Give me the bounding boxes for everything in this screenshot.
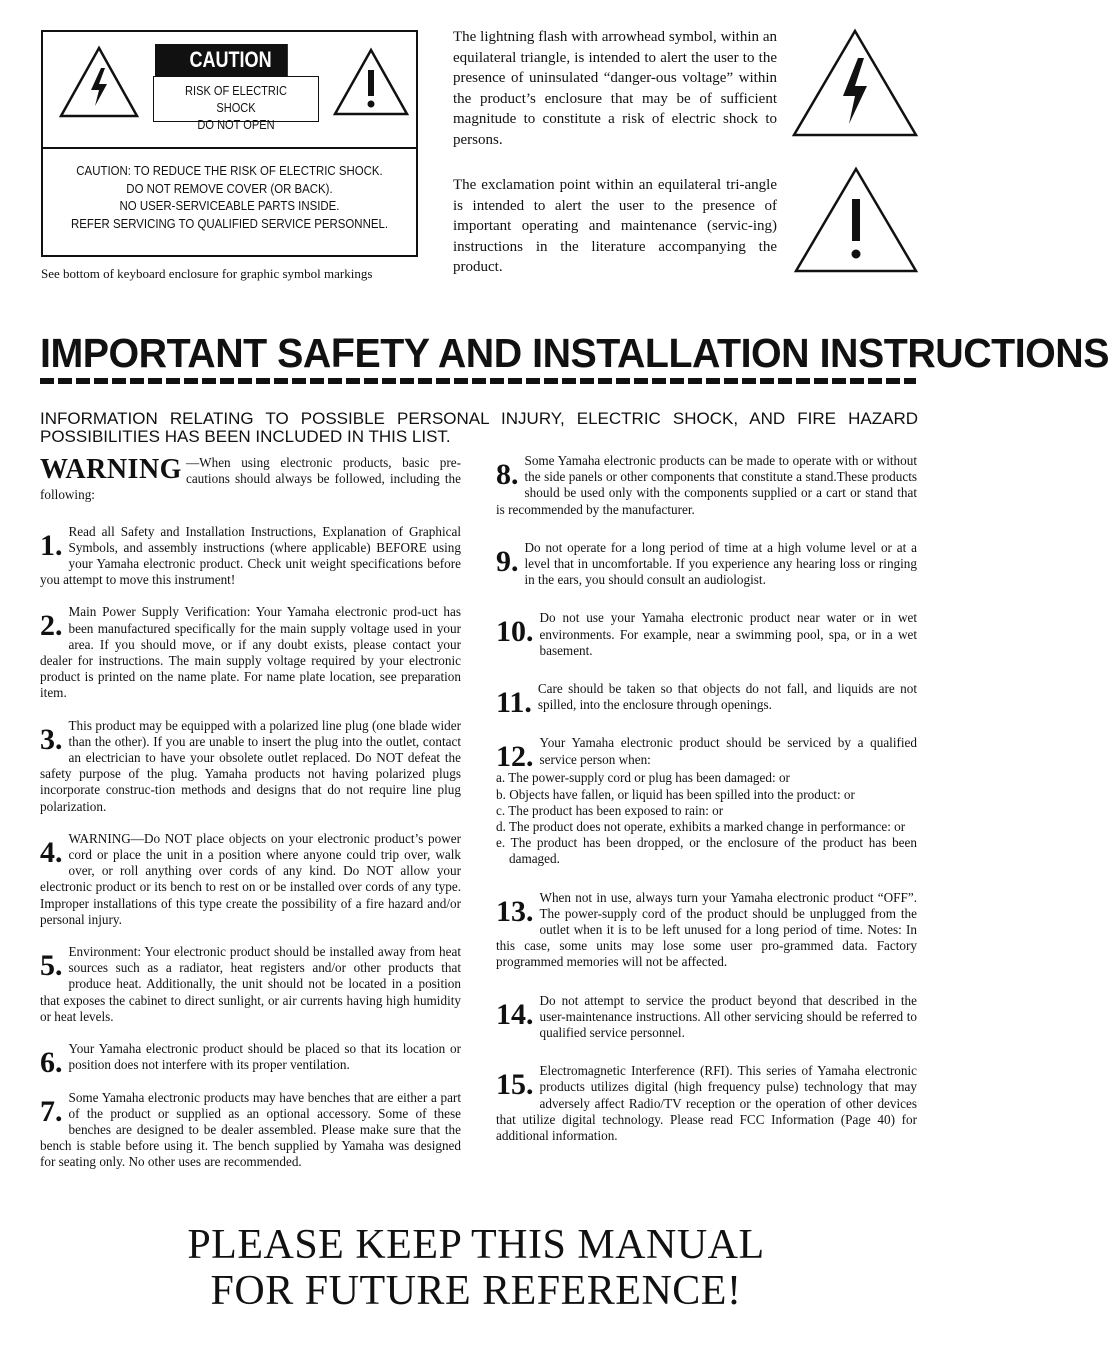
item-text: Environment: Your electronic product should be installed away from heat sources such as a radiator, heat registers and/or other products that produce heat. Additionally, the unit should not be located in a position that exposes the cabinet to direct sunlight, or air currents having high humidity or heat levels.: [40, 944, 461, 1024]
instruction-item: [496, 681, 917, 720]
instruction-item: [496, 735, 917, 867]
instruction-item: [40, 718, 461, 815]
item-text: Some Yamaha electronic products can be made to operate with or without the side panels or other components that constitute a stand.These products should be used only with the components supplied or a cart or stand that is recommended by the manufacturer.: [496, 453, 917, 517]
instruction-item: [40, 1041, 461, 1080]
instruction-item: [40, 831, 461, 928]
item-number: 14.: [496, 997, 534, 1031]
caution-sub-line-1: RISK OF ELECTRIC SHOCK: [185, 83, 287, 115]
instruction-item: [496, 890, 917, 971]
item-number: 3.: [40, 722, 63, 756]
sub-item: a. The power-supply cord or plug has been damaged: or: [496, 770, 790, 786]
lightning-symbol-description: The lightning flash with arrowhead symbol, within an equilateral triangle, is intended to alert the user to the presence of uninsulated “danger-ous voltage” within the product’s enclosure that may be of sufficient magnitude to constitute a risk of electric shock to persons.: [453, 29, 777, 148]
sub-item: c. The product has been exposed to rain: or: [496, 802, 724, 818]
item-number: 1.: [40, 528, 63, 562]
caution-line: NO USER-SERVICEABLE PARTS INSIDE.: [119, 198, 340, 213]
caution-box: [41, 30, 418, 257]
item-text: Electromagnetic Interference (RFI). This series of Yamaha electronic products utilizes digital (high frequency pulse) technology that may adversely affect Radio/TV reception or the operation of other devices that utilize digital technology. Please read FCC Information (Page 40) for additional information.: [496, 1063, 917, 1144]
keep-manual-line-1: PLEASE KEEP THIS MANUAL: [187, 1222, 765, 1268]
item-text: Main Power Supply Verification: Your Yamaha electronic prod-uct has been manufactured specifically for the main supply voltage used in your area. If you should move, or if any doubt exists, please contact your dealer for instructions. The main supply voltage required by your electronic product is printed on the name plate. For name plate location, see preparation item.: [40, 604, 461, 701]
instruction-item: [496, 540, 917, 589]
caution-warning-label: [153, 76, 319, 132]
item-text: Do not use your Yamaha electronic product near water or in wet environments. For example, near a swimming pool, spa, or in a wet basement.: [539, 610, 917, 658]
item-number: 15.: [496, 1068, 534, 1102]
item-number: 12.: [496, 740, 534, 774]
instruction-item: [496, 610, 917, 659]
caution-text: [43, 162, 416, 232]
caution-sub-line-2: DO NOT OPEN: [197, 117, 275, 132]
symbol-marking-note: See bottom of keyboard enclosure for graphic symbol markings: [41, 266, 373, 281]
exclamation-symbol-description: The exclamation point within an equilateral tri-angle is intended to alert the user to the presence of important operating and maintenance (servic-ing) instructions in the literature accompanying the product.: [453, 177, 777, 275]
instruction-item: [40, 944, 461, 1025]
item-text: Do not operate for a long period of time at a high volume level or at a level that in uncomfortable. If you experience any hearing loss or ringing in the ears, you should consult an audiologist.: [524, 539, 917, 588]
instructions-left-column: [40, 455, 461, 1171]
title-dashed-rule: [40, 378, 916, 384]
item-number: 7.: [40, 1094, 63, 1128]
exclamation-triangle-icon: [793, 166, 919, 274]
exclamation-triangle-icon: [331, 46, 411, 118]
keep-manual-notice: [0, 1222, 954, 1314]
item-text: Read all Safety and Installation Instructions, Explanation of Graphical Symbols, and assembly instructions (where applicable) BEFORE using your Yamaha electronic product. Check unit weight specifications before you attempt to move this instrument!: [40, 523, 461, 588]
item-number: 10.: [496, 615, 534, 649]
instruction-item: [40, 604, 461, 701]
caution-banner: CAUTION: [155, 44, 288, 76]
item-text: Some Yamaha electronic products may have benches that are either a part of the product or supplied as an optional accessory. Some of these benches are designed to be dealer assembled. Please make sure that the bench is stable before using it. The bench supplied by Yamaha was designed for seating only. No other uses are recommended.: [40, 1089, 461, 1170]
item-number: 5.: [40, 949, 63, 983]
item-text: WARNING—Do NOT place objects on your electronic product’s power cord or place the unit in a position where anyone could trip over, walk over, or roll anything over cords of any kind. Do NOT allow your electronic product or its bench to rest on or be installed over cords of any type. Improper installations of this type create the possibility of a fire hazard and/or personal injury.: [40, 830, 461, 927]
warning-heading: WARNING: [40, 454, 182, 485]
instruction-item: [40, 524, 461, 589]
page-title: IMPORTANT SAFETY AND INSTALLATION INSTRUCTIONS: [40, 330, 1109, 376]
keep-manual-line-2: FOR FUTURE REFERENCE!: [210, 1268, 742, 1314]
item-text: When not in use, always turn your Yamaha electronic product “OFF”. The power-supply cord of the product should be unplugged from the outlet when it is to be left unused for a long period of time. Notes: In this case, some units may lose some user pro-grammed data. Factory programmed memories will not be affected.: [496, 889, 917, 970]
warning-paragraph: [40, 455, 461, 504]
item-number: 13.: [496, 894, 534, 928]
intro-statement: INFORMATION RELATING TO POSSIBLE PERSONAL INJURY, ELECTRIC SHOCK, AND FIRE HAZARD POSSIBILITIES HAS BEEN INCLUDED IN THIS LIST.: [40, 409, 918, 446]
item-text: Care should be taken so that objects do not fall, and liquids are not spilled, into the enclosure through openings.: [537, 681, 917, 713]
item-text: This product may be equipped with a polarized line plug (one blade wider than the other). If you are unable to insert the plug into the outlet, contact an electrician to have your obsolete outlet replaced. Do NOT defeat the safety purpose of the plug. Yamaha products not having polarized plugs incorporate construc-tion methods and designs that do not require line plug polarization.: [40, 717, 461, 814]
item-number: 6.: [40, 1046, 63, 1080]
caution-line: CAUTION: TO REDUCE THE RISK OF ELECTRIC SHOCK.: [76, 163, 383, 178]
sub-item: d. The product does not operate, exhibits a marked change in performance: or: [496, 819, 906, 835]
item-text: Do not attempt to service the product beyond that described in the user-maintenance instructions. All other servicing should be referred to qualified service personnel.: [539, 992, 917, 1041]
instruction-item: [496, 1063, 917, 1144]
item-text: Your Yamaha electronic product should be placed so that its location or position does not interfere with its proper ventilation.: [68, 1041, 461, 1073]
caution-divider: [43, 147, 416, 149]
item-number: 4.: [40, 835, 63, 869]
item-number: 2.: [40, 609, 63, 643]
sub-item: e. The product has been dropped, or the enclosure of the product has been damaged.: [496, 835, 917, 867]
instruction-item: [40, 1090, 461, 1171]
warning-text: —When using electronic products, basic pre-cautions should always be followed, including the following:: [40, 455, 461, 503]
instruction-item: [496, 453, 917, 518]
lightning-triangle-icon: [791, 28, 919, 138]
sub-item: b. Objects have fallen, or liquid has been spilled into the product: or: [496, 786, 855, 802]
caution-line: REFER SERVICING TO QUALIFIED SERVICE PERSONNEL.: [70, 215, 389, 231]
item-number: 9.: [496, 544, 519, 578]
instruction-item: [496, 993, 917, 1042]
instructions-right-column: [496, 453, 917, 1144]
item-number: 11.: [496, 686, 532, 720]
item-number: 8.: [496, 458, 519, 491]
lightning-triangle-icon: [57, 44, 141, 120]
caution-line: DO NOT REMOVE COVER (OR BACK).: [126, 180, 333, 196]
item-text: Your Yamaha electronic product should be serviced by a qualified service person when:: [539, 735, 917, 767]
